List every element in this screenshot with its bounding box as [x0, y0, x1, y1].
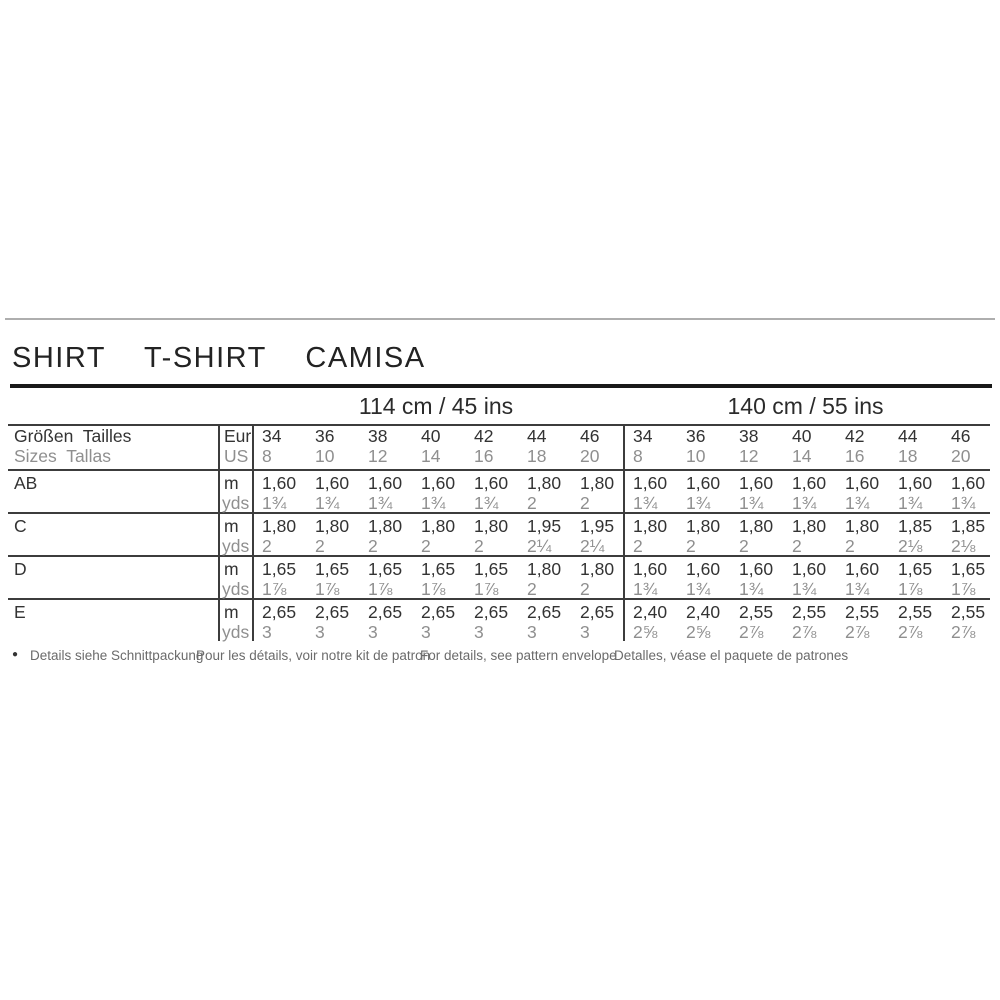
yards-value: 2: [686, 536, 696, 556]
yards-value: 2⅝: [633, 622, 658, 642]
meters-value: 1,85: [951, 516, 986, 536]
meters-value: 1,60: [792, 559, 827, 579]
unit-yds-label: yds: [222, 493, 250, 513]
meters-value: 1,60: [686, 559, 721, 579]
meters-value: 1,80: [686, 516, 721, 536]
yards-value: 1⅞: [898, 579, 923, 599]
yards-value: 2: [792, 536, 802, 556]
meters-value: 1,80: [633, 516, 668, 536]
bullet-icon: ●: [12, 649, 19, 660]
meters-value: 1,60: [845, 473, 880, 493]
meters-value: 2,65: [421, 602, 456, 622]
size-eur-value: 34: [633, 426, 653, 446]
meters-value: 1,60: [951, 473, 986, 493]
meters-value: 1,80: [580, 473, 615, 493]
yards-value: 2: [474, 536, 484, 556]
yards-value: 3: [580, 622, 590, 642]
yards-value: 2⅞: [792, 622, 817, 642]
size-us-value: 18: [527, 446, 547, 466]
size-eur-value: 34: [262, 426, 282, 446]
yards-value: 1¾: [686, 493, 711, 513]
fabric-width-header-114cm: 114 cm / 45 ins: [358, 393, 514, 419]
yards-value: 2⅞: [951, 622, 976, 642]
meters-value: 1,60: [262, 473, 297, 493]
unit-yds-label: yds: [222, 622, 250, 642]
yards-value: 1¾: [898, 493, 923, 513]
meters-value: 1,95: [527, 516, 562, 536]
yards-value: 1¾: [315, 493, 340, 513]
yards-value: 2⅞: [739, 622, 764, 642]
table-rule-section-divider: [623, 424, 625, 641]
size-eur-value: 38: [368, 426, 388, 446]
size-us-value: 10: [686, 446, 706, 466]
unit-yds-label: yds: [222, 579, 250, 599]
table-rule-after-sizes: [8, 469, 990, 471]
yards-value: 2: [580, 579, 590, 599]
size-us-value: 12: [368, 446, 388, 466]
yards-value: 1¾: [792, 579, 817, 599]
yards-value: 2⅝: [686, 622, 711, 642]
yards-value: 1¾: [845, 493, 870, 513]
table-rule-after-d: [8, 598, 990, 600]
yards-value: 1¾: [421, 493, 446, 513]
yards-value: 1¾: [739, 579, 764, 599]
meters-value: 1,80: [527, 559, 562, 579]
meters-value: 2,55: [951, 602, 986, 622]
yards-value: 1⅞: [421, 579, 446, 599]
meters-value: 1,60: [898, 473, 933, 493]
meters-value: 2,55: [845, 602, 880, 622]
size-us-value: 10: [315, 446, 335, 466]
unit-m-label: m: [224, 602, 239, 622]
sizes-label-de-fr: Größen Tailles: [14, 426, 132, 446]
footer-note-fr: Pour les détails, voir notre kit de patron: [196, 648, 431, 663]
meters-value: 2,65: [368, 602, 403, 622]
meters-value: 1,60: [368, 473, 403, 493]
meters-value: 2,65: [474, 602, 509, 622]
size-eur-value: 40: [421, 426, 441, 446]
yards-value: 1¾: [368, 493, 393, 513]
yards-value: 1¾: [792, 493, 817, 513]
yards-value: 3: [262, 622, 272, 642]
size-eur-value: 46: [951, 426, 971, 446]
yards-value: 2: [845, 536, 855, 556]
size-us-value: 16: [474, 446, 494, 466]
yards-value: 2⅛: [951, 536, 976, 556]
yards-value: 1⅞: [262, 579, 287, 599]
meters-value: 1,60: [633, 559, 668, 579]
yards-value: 1¾: [474, 493, 499, 513]
meters-value: 1,65: [315, 559, 350, 579]
size-us-value: 14: [421, 446, 441, 466]
yards-value: 1¾: [633, 579, 658, 599]
yards-value: 3: [421, 622, 431, 642]
meters-value: 2,65: [527, 602, 562, 622]
meters-value: 2,40: [633, 602, 668, 622]
yards-value: 2: [527, 493, 537, 513]
unit-eur-label: Eur: [224, 426, 252, 446]
meters-value: 1,60: [686, 473, 721, 493]
yards-value: 2¼: [580, 536, 605, 556]
yards-value: 2: [527, 579, 537, 599]
meters-value: 1,80: [739, 516, 774, 536]
yards-value: 3: [315, 622, 325, 642]
size-eur-value: 42: [845, 426, 865, 446]
yards-value: 1⅞: [474, 579, 499, 599]
meters-value: 1,80: [262, 516, 297, 536]
meters-value: 1,80: [580, 559, 615, 579]
size-eur-value: 44: [898, 426, 918, 446]
yards-value: 3: [527, 622, 537, 642]
fabric-width-header-140cm: 140 cm / 55 ins: [727, 393, 884, 419]
size-us-value: 16: [845, 446, 865, 466]
yards-value: 2: [580, 493, 590, 513]
meters-value: 2,65: [580, 602, 615, 622]
yards-value: 1⅞: [951, 579, 976, 599]
table-rule-after-c: [8, 555, 990, 557]
meters-value: 1,80: [474, 516, 509, 536]
unit-m-label: m: [224, 516, 239, 536]
table-rule-label-column: [218, 424, 220, 641]
yards-value: 1¾: [633, 493, 658, 513]
meters-value: 2,65: [315, 602, 350, 622]
meters-value: 1,60: [421, 473, 456, 493]
size-eur-value: 36: [315, 426, 335, 446]
footer-note-de: Details siehe Schnittpackung: [30, 648, 204, 663]
yards-value: 2: [262, 536, 272, 556]
size-eur-value: 46: [580, 426, 600, 446]
table-rule-after-ab: [8, 512, 990, 514]
size-us-value: 12: [739, 446, 759, 466]
top-divider-rule: [5, 318, 995, 320]
unit-m-label: m: [224, 473, 239, 493]
unit-m-label: m: [224, 559, 239, 579]
yards-value: 2: [368, 536, 378, 556]
yards-value: 1¾: [739, 493, 764, 513]
meters-value: 1,60: [315, 473, 350, 493]
meters-value: 1,80: [527, 473, 562, 493]
view-row-label: E: [14, 602, 26, 622]
view-row-label: C: [14, 516, 27, 536]
meters-value: 1,80: [368, 516, 403, 536]
size-us-value: 14: [792, 446, 812, 466]
size-us-value: 8: [633, 446, 643, 466]
meters-value: 1,65: [368, 559, 403, 579]
sizes-label-en-es: Sizes Tallas: [14, 446, 111, 466]
meters-value: 2,55: [739, 602, 774, 622]
footer-note-en: For details, see pattern envelope: [420, 648, 617, 663]
view-row-label: AB: [14, 473, 38, 493]
size-us-value: 20: [951, 446, 971, 466]
size-us-value: 18: [898, 446, 918, 466]
yards-value: 1¾: [686, 579, 711, 599]
meters-value: 1,60: [474, 473, 509, 493]
table-rule-header-top: [8, 424, 990, 426]
yards-value: 2⅞: [898, 622, 923, 642]
meters-value: 1,65: [421, 559, 456, 579]
yards-value: 3: [368, 622, 378, 642]
meters-value: 1,80: [315, 516, 350, 536]
yards-value: 2: [739, 536, 749, 556]
yards-value: 2⅞: [845, 622, 870, 642]
meters-value: 1,60: [739, 559, 774, 579]
yards-value: 1¾: [845, 579, 870, 599]
meters-value: 2,55: [792, 602, 827, 622]
meters-value: 2,40: [686, 602, 721, 622]
yards-value: 1¾: [951, 493, 976, 513]
meters-value: 1,85: [898, 516, 933, 536]
yards-value: 2¼: [527, 536, 552, 556]
title-divider-rule: [10, 384, 992, 388]
size-eur-value: 42: [474, 426, 494, 446]
meters-value: 1,65: [898, 559, 933, 579]
yards-value: 2: [315, 536, 325, 556]
footer-note-es: Detalles, véase el paquete de patrones: [614, 648, 849, 663]
meters-value: 1,65: [951, 559, 986, 579]
meters-value: 1,80: [845, 516, 880, 536]
table-rule-unit-column: [252, 424, 254, 641]
meters-value: 1,60: [792, 473, 827, 493]
view-row-label: D: [14, 559, 27, 579]
meters-value: 1,80: [792, 516, 827, 536]
meters-value: 1,60: [633, 473, 668, 493]
page-title: SHIRT T-SHIRT CAMISA: [12, 342, 426, 374]
meters-value: 2,55: [898, 602, 933, 622]
meters-value: 1,65: [474, 559, 509, 579]
unit-yds-label: yds: [222, 536, 250, 556]
meters-value: 1,65: [262, 559, 297, 579]
yards-value: 2⅛: [898, 536, 923, 556]
meters-value: 1,95: [580, 516, 615, 536]
yards-value: 1⅞: [368, 579, 393, 599]
meters-value: 2,65: [262, 602, 297, 622]
size-us-value: 20: [580, 446, 600, 466]
size-eur-value: 44: [527, 426, 547, 446]
size-us-value: 8: [262, 446, 272, 466]
meters-value: 1,80: [421, 516, 456, 536]
size-eur-value: 40: [792, 426, 812, 446]
unit-us-label: US: [224, 446, 249, 466]
yards-value: 2: [421, 536, 431, 556]
meters-value: 1,60: [845, 559, 880, 579]
yards-value: 1⅞: [315, 579, 340, 599]
yards-value: 3: [474, 622, 484, 642]
meters-value: 1,60: [739, 473, 774, 493]
yards-value: 2: [633, 536, 643, 556]
size-eur-value: 36: [686, 426, 706, 446]
yards-value: 1¾: [262, 493, 287, 513]
size-eur-value: 38: [739, 426, 759, 446]
